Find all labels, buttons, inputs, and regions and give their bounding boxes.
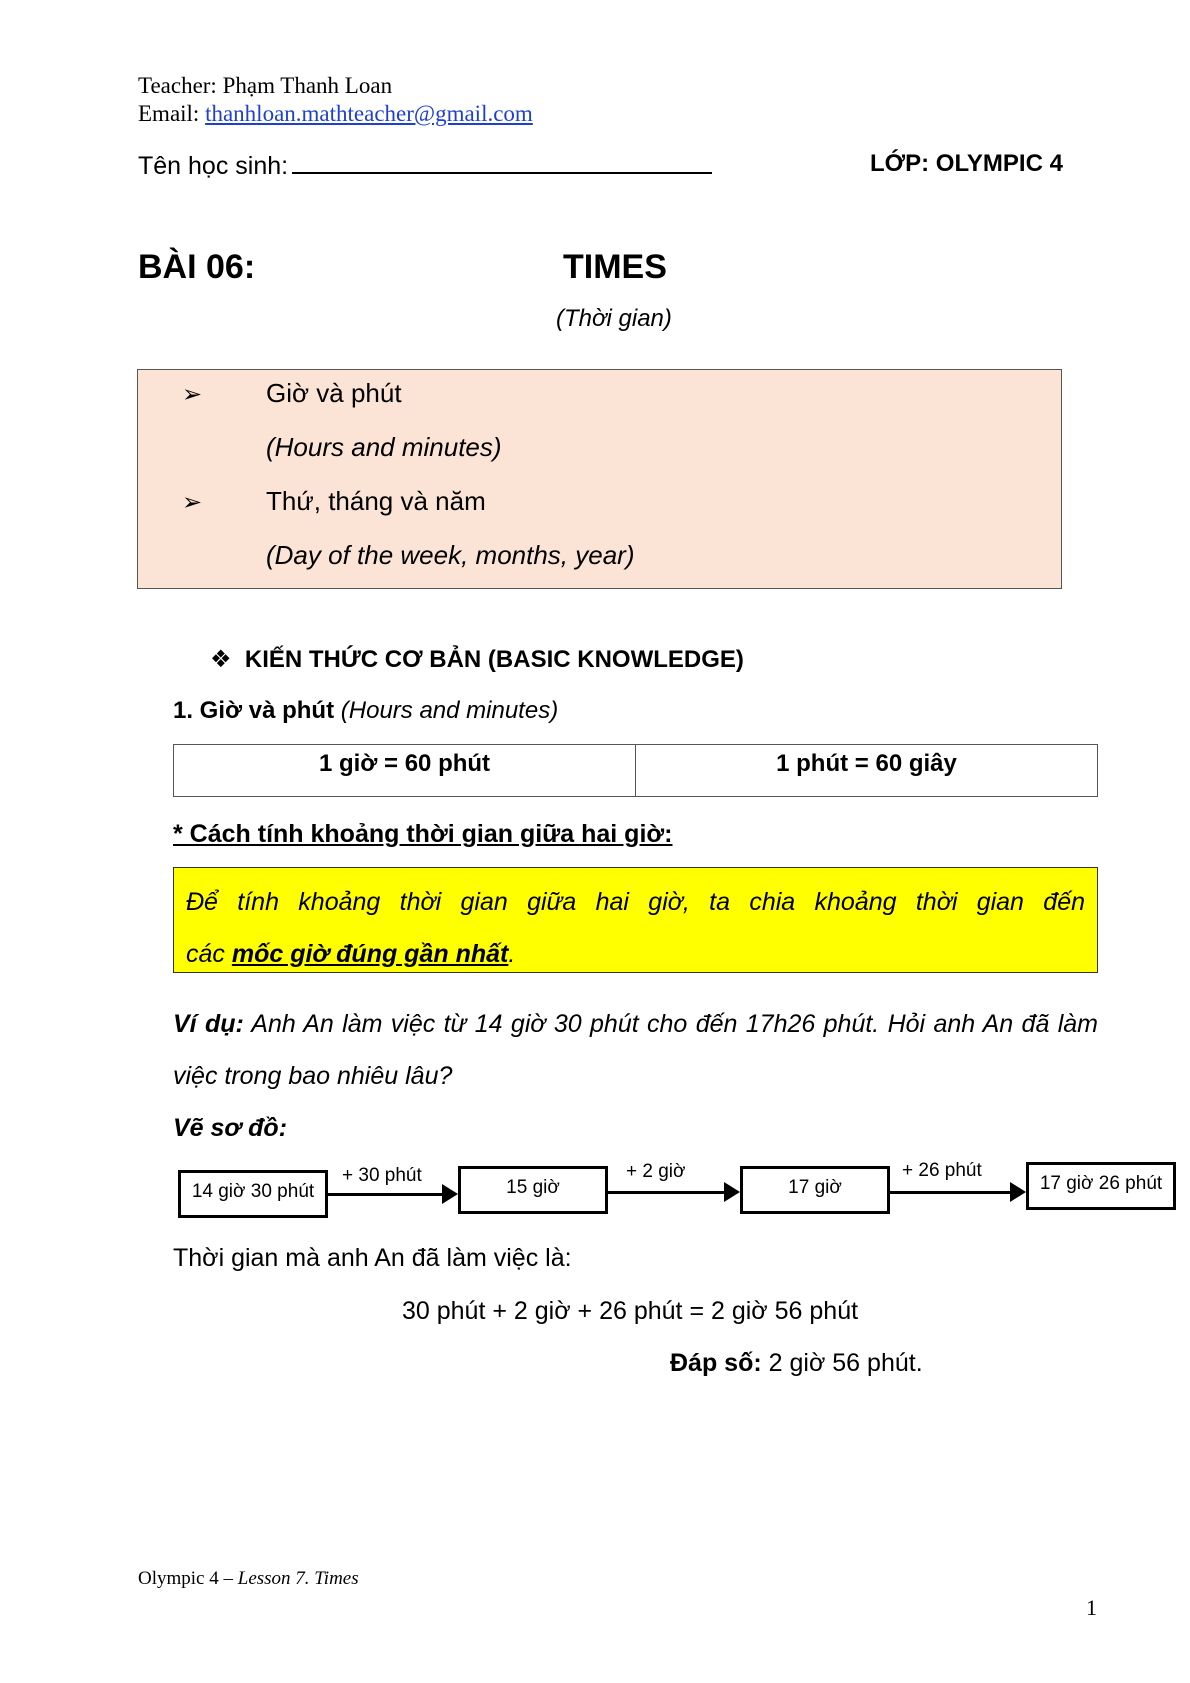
email-label: Email: — [138, 101, 206, 126]
footer-lesson: Lesson 7. Times — [237, 1568, 359, 1589]
teacher-name: Teacher: Phạm Thanh Loan — [138, 73, 393, 98]
example-text: Anh An làm việc từ 14 giờ 30 phút cho đến 17h26 phút. Hỏi anh An đã làm — [243, 1010, 1099, 1038]
rule-suffix: . — [508, 940, 516, 968]
topic-translation: (Hours and minutes) — [266, 432, 502, 462]
solution-equation: 30 phút + 2 giờ + 26 phút = 2 giờ 56 phút — [402, 1297, 859, 1325]
topics-box — [137, 369, 1062, 589]
flow-arrow-line — [328, 1193, 444, 1196]
rule-line: Để tính khoảng thời gian giữa hai giờ, ta chia khoảng thời gian đến — [186, 888, 1085, 916]
lesson-title: TIMES — [563, 248, 667, 286]
student-name-label: Tên học sinh: — [138, 152, 289, 180]
arrow-right-icon — [1010, 1182, 1026, 1202]
time-flow-diagram — [178, 1160, 1163, 1230]
flow-box: 17 giờ 26 phút — [1026, 1162, 1176, 1210]
email-link[interactable]: thanhloan.mathteacher@gmail.com — [205, 101, 533, 126]
page-footer — [138, 1568, 359, 1590]
example-line: việc trong bao nhiêu lâu? — [173, 1062, 453, 1090]
page-number: 1 — [1086, 1595, 1097, 1620]
answer-value: 2 giờ 56 phút. — [761, 1349, 923, 1377]
diagram-label: Vẽ sơ đồ: — [173, 1114, 288, 1142]
example-line — [173, 1010, 1098, 1039]
answer-line — [670, 1349, 923, 1378]
example-label: Ví dụ: — [173, 1010, 244, 1038]
footer-course: Olympic 4 – — [138, 1568, 238, 1589]
conversion-table — [173, 744, 1098, 797]
conversion-cell: 1 phút = 60 giây — [635, 745, 1097, 796]
flow-box: 17 giờ — [740, 1166, 890, 1214]
student-name-blank[interactable] — [292, 150, 712, 174]
flow-arrow-line — [608, 1191, 726, 1194]
flow-box: 14 giờ 30 phút — [178, 1170, 328, 1218]
flow-arrow-line — [890, 1191, 1012, 1194]
arrow-right-icon — [442, 1184, 458, 1204]
flow-step-label: + 30 phút — [342, 1165, 422, 1186]
subsection-title — [173, 697, 558, 725]
student-name-line — [138, 150, 712, 181]
answer-label: Đáp số: — [670, 1349, 762, 1377]
topic-label: Giờ và phút — [266, 378, 402, 408]
subsection-label: 1. Giờ và phút — [173, 697, 335, 724]
diamond-bullet-icon: ❖ — [210, 646, 232, 673]
class-label: LỚP: OLYMPIC 4 — [870, 150, 1063, 177]
arrow-bullet-icon: ➢ — [182, 381, 203, 408]
rule-prefix: các — [186, 940, 232, 968]
lesson-subtitle: (Thời gian) — [556, 305, 672, 332]
flow-step-label: + 2 giờ — [626, 1161, 686, 1182]
conversion-cell: 1 giờ = 60 phút — [318, 750, 491, 777]
email-line — [138, 100, 533, 128]
solution-intro: Thời gian mà anh An đã làm việc là: — [173, 1244, 572, 1272]
arrow-bullet-icon: ➢ — [182, 489, 203, 516]
rule-box — [173, 867, 1098, 973]
section-heading-text: KIẾN THỨC CƠ BẢN (BASIC KNOWLEDGE) — [244, 646, 744, 673]
topic-label: Thứ, tháng và năm — [266, 486, 486, 516]
topic-translation: (Day of the week, months, year) — [266, 540, 635, 570]
rule-line — [186, 928, 1085, 980]
rule-highlight: mốc giờ đúng gần nhất — [231, 940, 509, 968]
method-heading: * Cách tính khoảng thời gian giữa hai giờ: — [173, 820, 673, 848]
arrow-right-icon — [724, 1182, 740, 1202]
flow-step-label: + 26 phút — [902, 1160, 982, 1181]
lesson-number: BÀI 06: — [138, 248, 256, 286]
subsection-translation: (Hours and minutes) — [340, 697, 559, 724]
flow-box: 15 giờ — [458, 1166, 608, 1214]
section-heading — [210, 645, 744, 674]
